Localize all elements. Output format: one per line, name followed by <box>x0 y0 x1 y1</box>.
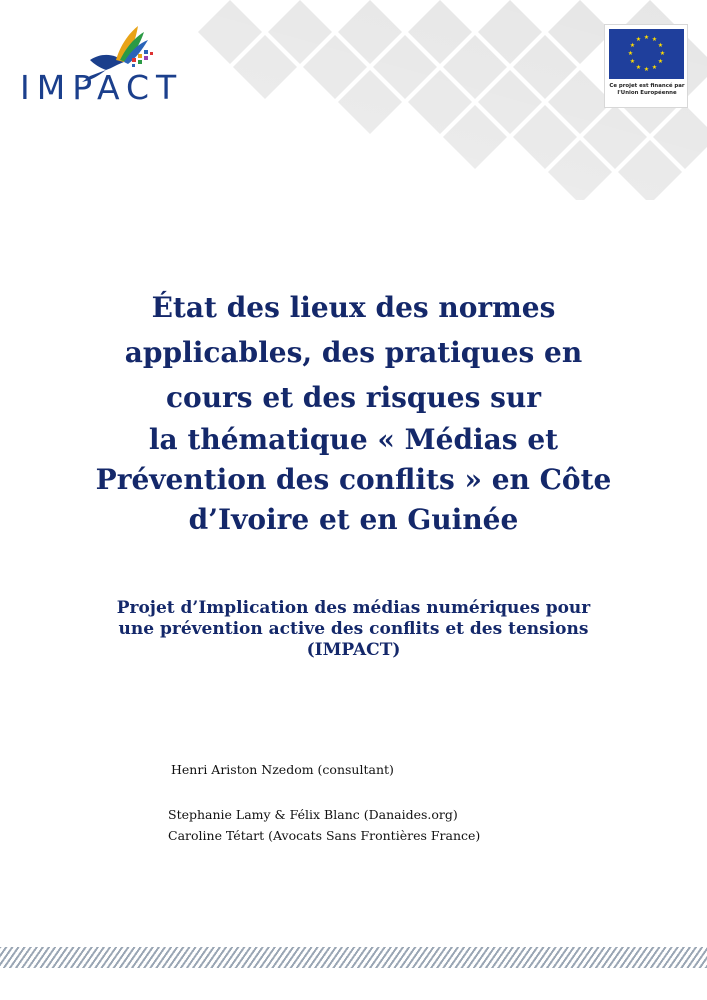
svg-text:★: ★ <box>657 58 664 65</box>
hatched-footer-band <box>0 947 707 968</box>
svg-text:★: ★ <box>635 36 642 43</box>
eu-caption-line1: Ce projet est financé par <box>609 83 685 89</box>
title-line: applicables, des pratiques en <box>124 336 583 369</box>
svg-text:★: ★ <box>629 42 636 49</box>
author-entry: Stephanie Lamy & Félix Blanc (Danaides.org) <box>168 807 458 822</box>
subtitle-line: Projet d’Implication des médias numériques pour <box>116 598 591 618</box>
svg-text:★: ★ <box>643 66 650 73</box>
eu-caption-line2: l'Union Européenne <box>617 90 677 96</box>
title-line: cours et des risques sur <box>165 381 542 414</box>
svg-text:★: ★ <box>643 34 650 41</box>
svg-text:★: ★ <box>627 50 634 57</box>
title-line: d’Ivoire et en Guinée <box>188 503 519 536</box>
svg-text:★: ★ <box>635 64 642 71</box>
svg-text:★: ★ <box>651 64 658 71</box>
author-entry: Caroline Tétart (Avocats Sans Frontières France) <box>168 828 481 843</box>
title-line: la thématique « Médias et <box>148 423 559 456</box>
eu-funding-badge <box>604 24 688 108</box>
title-line: Prévention des conflits » en Côte <box>95 463 612 496</box>
svg-text:★: ★ <box>659 50 666 57</box>
author-list <box>168 760 480 846</box>
svg-text:★: ★ <box>651 36 658 43</box>
logo-wordmark: IMPACT <box>20 68 184 107</box>
impact-logo <box>20 22 250 107</box>
document-title <box>60 285 647 540</box>
author-entry: Henri Ariston Nzedom (consultant) <box>171 762 394 777</box>
title-line: État des lieux des normes <box>151 291 556 324</box>
subtitle-line: une prévention active des conflits et des tensions <box>118 619 589 639</box>
eu-flag-icon <box>609 29 684 79</box>
eu-funding-caption <box>605 83 689 97</box>
svg-text:★: ★ <box>657 42 664 49</box>
subtitle-line: (IMPACT) <box>306 640 401 660</box>
svg-text:★: ★ <box>629 58 636 65</box>
project-subtitle <box>60 598 647 661</box>
